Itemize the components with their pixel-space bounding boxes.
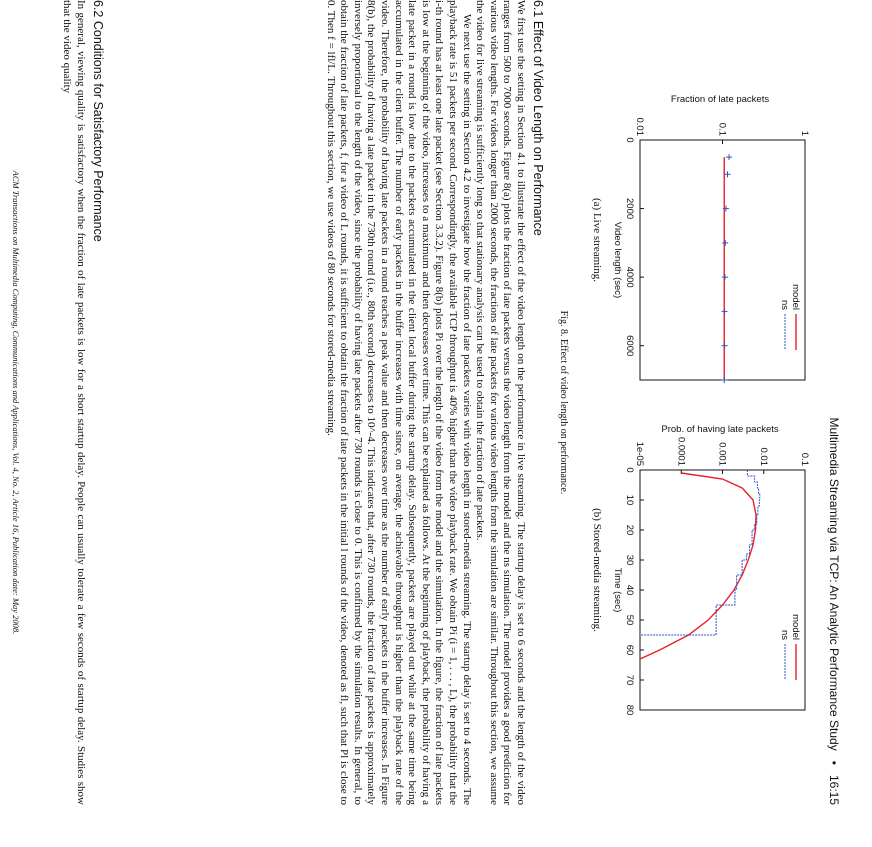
chart-b-xtick-label: 50 [624,614,635,626]
figure-caption: Fig. 8. Effect of video length on performance. [558,310,569,495]
rotated-page-content [1,0,841,805]
chart-b-ytick-label: 0.01 [757,447,769,466]
chart-a-ytick-label: 0.01 [634,117,645,136]
chart-b-xtick-label: 10 [624,494,635,506]
panel-b [591,420,815,720]
chart-b-ytick-label: 0.0001 [675,436,687,466]
chart-b-xtick-label: 80 [624,704,635,716]
chart-b-plot [624,437,810,715]
chart-b-ylabel: Prob. of having late packets [661,424,779,435]
panel-a-caption: (a) Live streaming. [591,198,603,282]
chart-b-xtick-label: 20 [624,524,635,536]
chart-b-xtick-label: 0 [624,467,635,473]
chart-b-svg [605,420,815,720]
chart-b-ytick-label: 0.001 [716,442,728,466]
panel-b-caption: (b) Stored-media streaming. [591,508,603,632]
chart-b-legend-ns: ns [779,629,790,640]
chart-b-ytick-label: 0.1 [799,452,810,466]
chart-a-ylabel: Fraction of late packets [670,94,770,105]
page-number: 16:15 [827,774,841,805]
chart-a-xtick-label: 6000 [624,335,635,357]
running-header [823,0,841,805]
chart-a-xlabel: Video length (sec) [612,221,623,299]
section-6-2-title: 6.2 Conditions for Satisfactory Performance [91,0,105,242]
chart-b-series-model [640,473,756,659]
chart-b-xtick-label: 70 [624,674,635,686]
chart-a-ytick-label: 1 [799,130,810,136]
chart-b-xtick-label: 30 [624,554,635,566]
chart-b-series-ns [640,470,760,635]
section-6-1-para-1: We first use the setting in Section 4.1 to illustrate the effect of the video length on the performance in live streaming. The startup delay is set to 6 seconds and the length of the video ranges from 500 to 7000 seconds. Figure 8(a) plots the fraction of late packets versus the video length from the model and the ns simulation. The model provides a good prediction for various video lengths. For videos longer than 2000 seconds, the fractions of late packets for various video lengths from the simulation are similar. Throughout this section, we assume the video for live streaming is sufficiently long so that stationary analysis can be used to obtain the fraction of late packets. [474,0,527,805]
chart-b-ytick-label: 1e-05 [634,441,645,466]
chart-b-xlabel: Time (sec) [612,567,623,613]
chart-a-xtick-label: 0 [624,137,635,143]
page-footer: ACM Transactions on Multimedia Computing, Communications and Applications, Vol. 4, No. 2, Article 16, Publication date: May 2008. [11,170,21,635]
chart-b-xtick-label: 60 [624,644,635,656]
chart-b-frame [640,470,805,710]
chart-a-xtick-label: 4000 [624,266,635,288]
running-title [827,417,841,805]
section-6-2-para-1: In general, viewing quality is satisfactory when the fraction of late packets is low for a short startup delay. People can usually tolerate a few seconds of startup delay. Studies show that the video quality [61,0,87,805]
section-6-1-title: 6.1 Effect of Video Length on Performance [531,0,545,236]
chart-a-ytick-label: 0.1 [716,122,728,136]
chart-a-legend-model: model [790,284,801,310]
panel-a [591,90,815,390]
chart-b-xtick-label: 40 [624,584,635,596]
section-6-1 [323,0,545,805]
section-6-1-para-2: We next use the setting in Section 4.2 to investigate how the fraction of late packets varies with video length in stored-media streaming. The startup delay is set to 4 seconds. The playback rate is 51 packets per second. Correspondingly, the available TCP throughput is 40% higher than the video playback rate. We obtain Pi (i = 1, . . . , L), the probability that the i-th round has at least one late packet (see Section 3.3.2). Figure 8(b) plots Pi over the length of the video from the model and the simulation. In the figure, the fraction of late packets is low at the beginning of the video, increases to a maximum and then decreases over time. This can be explained as follows. At the beginning of playback, the probability of having a late packet in a round is low due to the packets accumulated in the client local buffer during the startup delay. Subsequently, packets are played out while at the same time being accumulated in the client buffer. The number of early packets in the buffer increases with time since, on average, the achievable throughput is higher than the playback rate of the video. Therefore, the probability of having late packets in a round reaches a peak value and then decreases over time as the number of early packets in the buffer increases. In Figure 8(b), the probability of having a late packet in the 730th round (i.e., 80th second) decreases to 10^-4. This indicates that, after 730 rounds, the fraction of late packets is approximately inversely proportional to the length of the video, since the probability of having late packets after 730 rounds is close to 0. This is confirmed by the simulation results. In general, to obtain the fraction of late packets, f, for a video of L rounds, it is sufficient to obtain the fraction of late packets in the initial l rounds of the video, denoted as fl, such that Pl is close to 0. Then f = lfl/L. Throughout this section, we use videos of 80 seconds for stored-media streaming. [324,0,473,805]
section-6-2 [60,0,105,805]
chart-a-plot [624,118,810,384]
chart-b-legend-model: model [790,614,801,640]
figure-8 [555,0,815,805]
chart-a-legend-ns: ns [779,299,790,310]
header-bullet: • [827,760,841,765]
chart-a-xtick-label: 2000 [624,198,635,220]
chart-a-svg [605,90,815,390]
header-title: Multimedia Streaming via TCP: An Analytic Performance Study [827,417,841,751]
chart-a-frame [640,140,805,380]
